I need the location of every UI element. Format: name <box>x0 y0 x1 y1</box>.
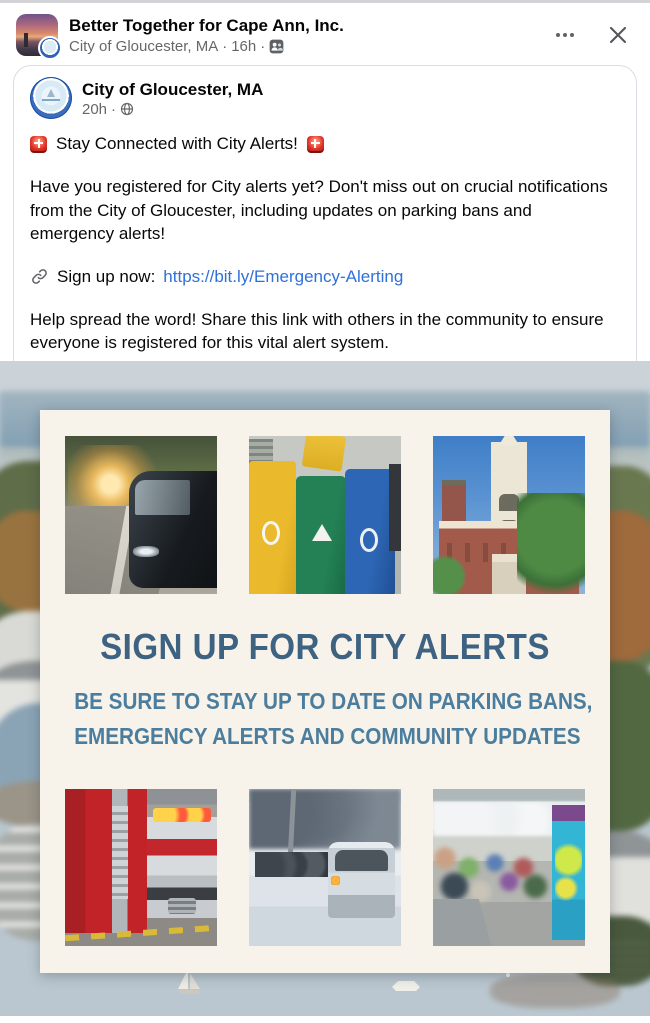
photo-fire-engine <box>65 789 217 946</box>
emergency-alerting-link[interactable]: https://bit.ly/Emergency-Alerting <box>163 266 404 286</box>
friends-frame-icon <box>269 39 284 54</box>
ellipsis-icon <box>556 33 560 37</box>
post-image-city-alerts-flyer[interactable] <box>0 361 650 1016</box>
post-header-titles <box>69 15 541 56</box>
blue-bin <box>345 469 395 594</box>
buoy-dot <box>506 973 510 977</box>
post-header <box>0 3 650 65</box>
shared-post-header <box>30 77 620 119</box>
flyer-card <box>40 410 610 973</box>
shared-post-card <box>13 65 637 361</box>
yellow-bin <box>249 461 296 594</box>
flyer-title: SIGN UP FOR CITY ALERTS <box>100 626 550 667</box>
page-name-link[interactable]: Better Together for Cape Ann, Inc. <box>69 15 344 35</box>
traffic-queue <box>255 852 339 877</box>
photo-city-hall <box>433 436 585 594</box>
green-bin <box>296 476 346 595</box>
post-body-paragraph-2: Help spread the word! Share this link with others in the community to ensure everyone is registered for this vital alert system. <box>30 309 604 352</box>
police-light-icon <box>30 136 47 153</box>
post-meta <box>69 38 541 56</box>
city-seal-badge-icon <box>38 36 62 60</box>
author-name-link[interactable]: City of Gloucester, MA <box>82 79 264 99</box>
city-of-gloucester-avatar[interactable] <box>30 77 72 119</box>
post-timestamp: 16h <box>231 37 257 55</box>
more-options-button[interactable] <box>552 29 578 41</box>
meta-dot: · <box>222 37 228 55</box>
globe-icon <box>120 102 134 116</box>
post-headline-text: Stay Connected with City Alerts! <box>56 134 298 153</box>
tie-dye-shirts <box>552 805 585 940</box>
flyer-photo-row-top <box>65 436 585 594</box>
sailboat <box>176 969 202 999</box>
motorboat <box>390 979 422 993</box>
close-button[interactable] <box>604 21 632 49</box>
fire-truck <box>65 789 147 933</box>
chain-link-icon <box>30 267 49 286</box>
parked-car <box>129 471 217 588</box>
flyer-subtitle-line2: EMERGENCY ALERTS AND COMMUNITY UPDATES <box>74 723 581 749</box>
shared-post-titles <box>82 79 263 118</box>
police-light-icon <box>307 136 324 153</box>
ambulance <box>147 817 217 917</box>
photo-snowy-road <box>249 789 401 946</box>
context-page-link[interactable]: City of Gloucester, MA <box>69 37 219 55</box>
flyer-subtitle-line1: BE SURE TO STAY UP TO DATE ON PARKING BANS, <box>74 688 593 714</box>
shared-post-meta <box>82 101 263 118</box>
page-avatar[interactable] <box>16 14 58 56</box>
signup-link-label: Sign up now: <box>57 266 156 286</box>
flyer-photo-row-bottom <box>65 789 585 946</box>
post-body-paragraph-1: Have you registered for City alerts yet? Don't miss out on crucial notifications from the City of Gloucester, including updates on parking bans and emergency alerts! <box>30 177 608 243</box>
signup-link-line <box>30 267 620 287</box>
white-suv <box>328 842 395 917</box>
meta-dot: · <box>260 37 266 55</box>
photo-recycling-bins <box>249 436 401 594</box>
meta-dot: · <box>111 100 117 118</box>
close-icon <box>608 25 628 45</box>
photo-street-market <box>433 789 585 946</box>
header-actions <box>552 21 634 49</box>
photo-parked-car-street <box>65 436 217 594</box>
post-headline <box>30 134 620 154</box>
shared-post-timestamp: 20h <box>82 100 108 118</box>
